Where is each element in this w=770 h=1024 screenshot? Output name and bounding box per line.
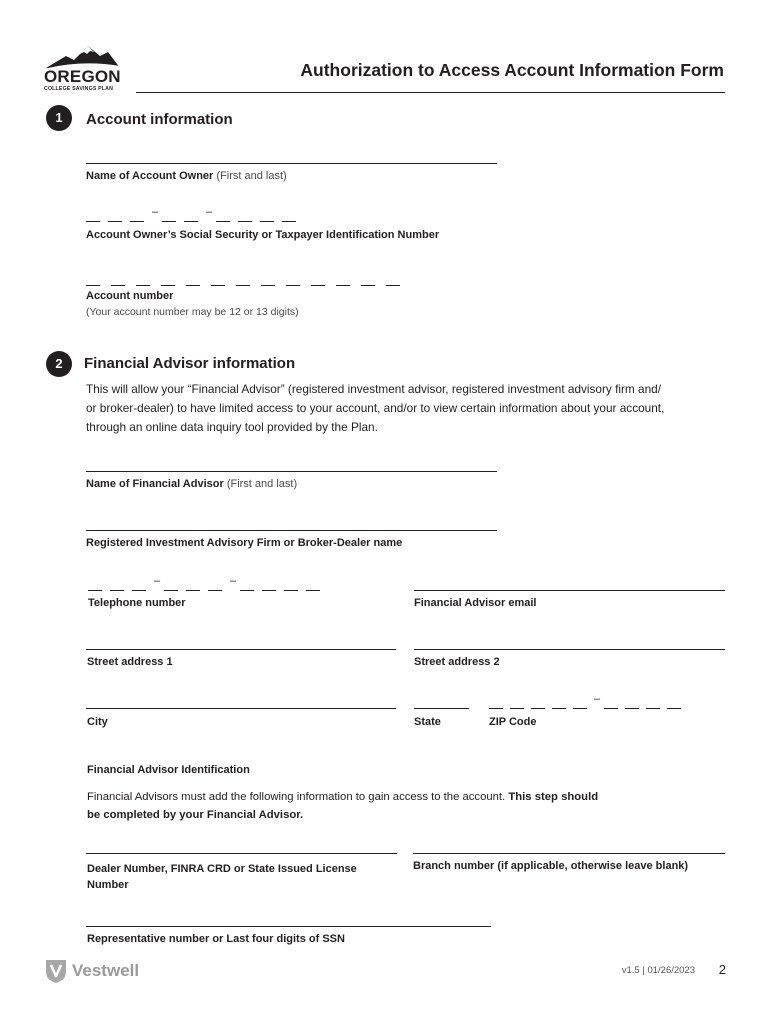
section-2-intro: This will allow your “Financial Advisor” (registered investment advisor, registered investment advisory firm and/ or broker-dealer) to have limited access to your account, and/or to view certain information about your account, through an online data inquiry tool provided by the Plan. xyxy=(86,382,665,434)
state-label: State xyxy=(414,716,441,728)
ssn-label: Account Owner’s Social Security or Taxpayer Identification Number xyxy=(86,229,440,241)
street-address-2-field[interactable] xyxy=(414,649,725,650)
street-address-1-field[interactable] xyxy=(86,649,396,650)
version-date: v1.5 | 01/26/2023 xyxy=(621,965,695,976)
section-1-title: Account information xyxy=(86,111,233,128)
branch-number-label: Branch number (if applicable, otherwise leave blank) xyxy=(413,860,689,872)
account-number-hint: (Your account number may be 12 or 13 digits) xyxy=(86,306,299,318)
street-address-1-label: Street address 1 xyxy=(87,656,173,668)
vestwell-wordmark: Vestwell xyxy=(72,961,140,980)
advisor-email-field[interactable] xyxy=(414,590,725,591)
branch-number-field[interactable] xyxy=(413,853,725,854)
zip-code-field[interactable]: – xyxy=(489,692,681,709)
advisor-id-instructions: Financial Advisors must add the following information to gain access to the account. This step should be completed by your Financial Advisor. xyxy=(87,791,599,821)
account-number-field[interactable] xyxy=(86,282,408,286)
owner-name-label: Name of Account Owner (First and last) xyxy=(86,170,287,182)
page-number: 2 xyxy=(718,962,726,977)
logo-wordmark: OREGON xyxy=(44,67,121,86)
advisor-email-label: Financial Advisor email xyxy=(414,597,537,609)
section-2-title: Financial Advisor information xyxy=(84,355,296,372)
city-label: City xyxy=(87,716,108,728)
telephone-field[interactable]: – – xyxy=(88,575,328,591)
logo-subtitle: COLLEGE SAVINGS PLAN xyxy=(44,86,114,92)
firm-name-label: Registered Investment Advisory Firm or Broker-Dealer name xyxy=(86,537,403,549)
zip-code-label: ZIP Code xyxy=(489,716,537,728)
section-2-badge: 2 xyxy=(46,351,72,377)
dealer-number-label: Dealer Number, FINRA CRD or State Issued License Number xyxy=(87,863,357,891)
ssn-field[interactable]: – – xyxy=(86,206,304,222)
section-1-badge: 1 xyxy=(46,105,72,131)
owner-name-field[interactable] xyxy=(86,163,497,164)
telephone-label: Telephone number xyxy=(88,597,186,609)
firm-name-field[interactable] xyxy=(86,530,497,531)
vestwell-logo xyxy=(44,958,144,986)
dealer-number-field[interactable] xyxy=(86,853,397,854)
state-field[interactable] xyxy=(414,708,469,709)
title-divider xyxy=(136,92,725,93)
city-field[interactable] xyxy=(86,708,396,709)
oregon-college-savings-logo xyxy=(44,44,122,94)
page-title: Authorization to Access Account Information Form xyxy=(300,60,724,80)
account-number-label: Account number xyxy=(86,290,174,302)
shield-v-icon xyxy=(44,958,68,984)
advisor-name-label: Name of Financial Advisor (First and last) xyxy=(86,478,298,490)
advisor-id-heading: Financial Advisor Identification xyxy=(87,764,250,776)
advisor-name-field[interactable] xyxy=(86,471,497,472)
representative-number-label: Representative number or Last four digits of SSN xyxy=(87,933,345,945)
representative-number-field[interactable] xyxy=(86,926,491,927)
street-address-2-label: Street address 2 xyxy=(414,656,500,668)
